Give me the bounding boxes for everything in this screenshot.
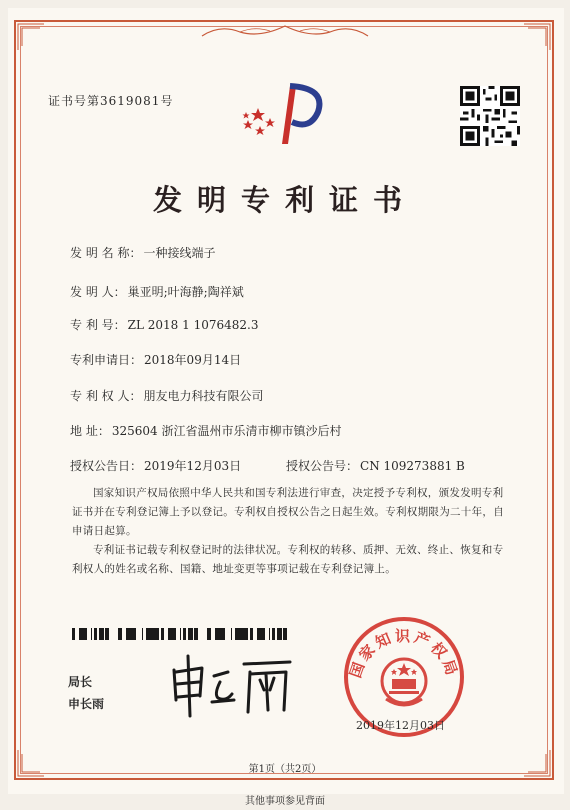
grant-date-label: 授权公告日： (70, 459, 143, 473)
page-indicator: 第1页（共2页） (248, 764, 322, 775)
inventor-label: 发 明 人： (70, 285, 126, 299)
inventor-value: 巢亚明;叶海静;陶祥斌 (127, 285, 244, 299)
application-date-value: 2018年09月14日 (144, 353, 242, 367)
invention-name-row (70, 244, 215, 261)
seal-date: 2019年12月03日 (356, 719, 445, 732)
address-value: 325604 浙江省温州市乐清市柳市镇沙后村 (111, 424, 342, 438)
grant-number-value: CN 109273881 B (360, 459, 465, 473)
inventor-row (70, 283, 244, 300)
grant-date-row (70, 457, 241, 474)
application-date-row (70, 351, 241, 368)
qr-code-icon (460, 86, 520, 146)
svg-text:国家知识产权局: 国家知识产权局 (346, 627, 462, 681)
patent-number-row (70, 316, 258, 333)
invention-name-value: 一种接线端子 (143, 246, 216, 260)
invention-name-label: 发 明 名 称： (70, 246, 142, 260)
certificate-number: 证书号第3619081号 (48, 94, 174, 108)
director-signature (168, 650, 298, 720)
patent-number-label: 专 利 号： (70, 318, 126, 332)
grant-number-row (286, 457, 465, 474)
application-date-label: 专利申请日： (70, 353, 143, 367)
director-title: 局长 (68, 675, 93, 689)
legal-status-paragraph: 专利证书记载专利权登记时的法律状况。专利权的转移、质押、无效、终止、恢复和专利权人的姓名或名称、国籍、地址变更等事项记载在专利登记簿上。 (72, 544, 504, 575)
barcode-icon (72, 628, 287, 640)
patent-number-value: ZL 2018 1 1076482.3 (127, 318, 259, 332)
certificate-title: 发明专利证书 (152, 183, 417, 217)
patentee-label: 专 利 权 人： (70, 389, 142, 403)
grant-statement-paragraph: 国家知识产权局依照中华人民共和国专利法进行审查，决定授予专利权，颁发发明专利证书并在专利登记簿上予以登记。专利权自授权公告之日起生效。专利权期限为二十年，自申请日起算。 (72, 487, 504, 537)
address-row (70, 422, 341, 439)
top-ornament-icon (200, 22, 370, 38)
cnipa-emblem-icon (238, 78, 334, 146)
corner-ornament-icon (16, 22, 46, 52)
patentee-value: 朋友电力科技有限公司 (143, 389, 264, 403)
footer-note: 其他事项参见背面 (245, 796, 325, 807)
grant-number-label: 授权公告号： (286, 459, 359, 473)
grant-date-value: 2019年12月03日 (144, 459, 242, 473)
address-label: 地 址： (70, 424, 110, 438)
director-name: 申长雨 (68, 697, 105, 711)
corner-ornament-icon (522, 22, 552, 52)
patentee-row (70, 387, 263, 404)
